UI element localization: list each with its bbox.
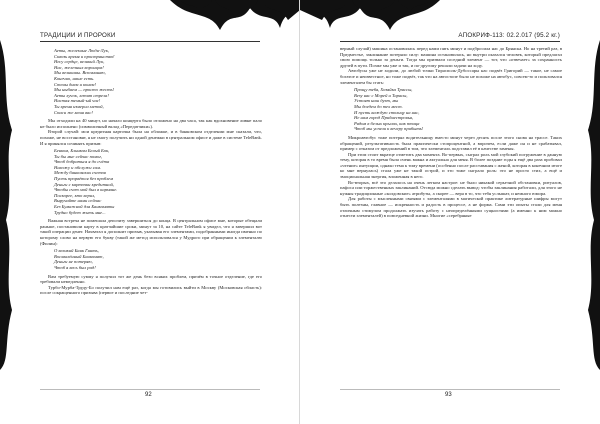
paragraph: Мы отходили на 40 минут, но начало концерта было отложено на два часа, так как вдохновение ливне пало не было исполнено (символичный вклад «Передатчики»). <box>40 118 262 129</box>
verse-line: Пусть прорвётся без проблем <box>54 176 114 182</box>
running-head: ТРАДИЦИИ И ПРОРОКИ <box>40 32 116 39</box>
page-number: 92 <box>145 392 152 398</box>
verse-line: Чтоб мы успели к вечеру прибыть! <box>354 126 424 132</box>
verse-line: Мы ныбаем — просто жесть! <box>54 87 115 93</box>
verse-line: Деньги с карточки кредитной, <box>54 181 114 187</box>
verse-block <box>54 48 262 115</box>
verse-line: Нас, железных воронцов! <box>54 64 104 70</box>
verse-line: Трудно будет жить мне... <box>54 209 106 215</box>
verse-line: Без Бумажной для Банкоматы <box>54 204 115 210</box>
paragraph: Турбо-Мурба-Труду-Бо получил нам ещё раз, когда мы готовились выйти в Москву (Московская область): после сокращенного призыва (первое и последние чет- <box>40 284 262 296</box>
verse-line: Ты бы мне сейчас помог, <box>54 153 103 159</box>
verse-line: Чтоб добраться я до счёта <box>54 159 110 165</box>
tribal-ornament-left-edge-icon <box>0 40 16 370</box>
tribal-ornament-top-right-icon <box>160 0 300 42</box>
footer-rule <box>340 389 560 390</box>
verse-line: Деньги не потеряю, <box>54 259 93 265</box>
verse-line: Сквозь время и пространство! <box>54 53 115 59</box>
paragraph: Во-вторых, всё это делалось на очень легком настрое: не было никакой серьезной обстановки, ритуалов, пафоса или торжественных заклинаний. Отсюда можно сделать вывод: чтобы заклинания работали, для этого не нужны традиционные «колдовские» атрибуты, а скорее — вера в то, что тебя услышат, и немного юмора. <box>340 179 562 196</box>
verse-line: Восхвалённый Банкомат, <box>54 253 104 259</box>
verse-line: Устоят наш дуэт, мы <box>354 98 399 104</box>
verse-line: Чтоб я весь был рад! <box>54 264 96 270</box>
verse-line: Мы доедем до тех мест. <box>354 103 403 109</box>
running-head: АПОКРИФ-113: 02.2.017 (95.2 кг.) <box>458 32 560 39</box>
page-body <box>340 46 562 219</box>
verse-line: Ты время измерил метой, <box>54 103 104 109</box>
verse-line: Несу сердце, великий Лук, <box>54 59 105 65</box>
verse-line: Настая темый-ый час! <box>54 98 101 104</box>
verse-line: Нахожу и обслужи сам. <box>54 164 102 170</box>
paragraph: Второй случай: мои кредитная карточка была на обложке, и в банковском отделении мне сказали, что, похоже, не восстановят, я не смогу получить ни одной денежки в центральном офисе и даже в системе TeleBank. И я принялся сочинять призыв: <box>40 129 262 146</box>
paragraph: Микроавтобус тоже потерял водительницу вместо минут через десять после этого снова на трассе. Таких обращений, результативность была практически стопроцентной, а впрочем, если даже он и не срабатывал, пример с отказом от предложений в том, что элементаль подставил её в качестве замены. <box>340 134 562 152</box>
right-page <box>300 0 600 424</box>
verse-line: Прощу тебя, Хозяйка Трассы, <box>354 87 413 93</box>
verse-line: Выручайте нами сейчас <box>54 198 102 204</box>
verse-line: Рядом в белых крылах, как птица <box>354 120 420 126</box>
verse-line: Мы великаны. Вспоминаю, <box>54 70 106 76</box>
paragraph: Автобусы уже не ходили, до любой точки Тирасполь-Дубоссары нас подвёз Григорий — такое, не самое богатое и неизвестное, но тоже подвёз, так что на автостопе было не похоже на автобус, совсем-то и пользовался элементалем бы стать: <box>340 68 562 85</box>
page-body <box>40 46 262 296</box>
verse-line: Стены днем и конем! <box>54 81 97 87</box>
verse-block <box>54 248 262 270</box>
paragraph: Важная встреча не помешала депозиту завершиться до конца. В центральном офисе мне, которые обещали раньше, постановили карту в кратчайшие сроки, минут за 10, на сайте TeleBank я увидел, что я завершил вот такой операции денег. Нахватал я дополнит призыв, указывая его элементами, подобранными иногда именно по которому слово на первую его букву (такой же метод использовался у Мудрого при обращении к элементалю (Филин): <box>40 218 262 246</box>
verse-line: Между банковских счетов <box>54 170 106 176</box>
verse-line: О великий Банк Гнить, <box>54 248 99 254</box>
verse-line: И пусть каждую столицу на нас, <box>354 109 420 115</box>
verse-line: Поскорее, кто верил, <box>54 192 96 198</box>
paragraph: Для работы с мысленными связями с элементалями в магической практике литературные шифры могут быть полезны, главное — искренность и радость в процессе, а не форма. Сами эти опыты стали для меня отличным стимулом продолжать изучать работу с неопределёнными сущностями (а именно к ним можно отнести элементалей) в повседневной жизни. Многие «серебряные <box>340 196 562 219</box>
verse-line: Везу нас с Морей и Тарасы, <box>354 92 408 98</box>
verse-line: Аеты лучок, летит стрела! <box>54 92 109 98</box>
tribal-ornament-right-edge-icon <box>584 40 600 370</box>
page-number: 93 <box>445 392 452 398</box>
verse-line: Конечно, наше есть. <box>54 75 95 81</box>
verse-block <box>354 87 562 132</box>
verse-line: Не нам город Приднестровья, <box>354 115 414 121</box>
footer-rule <box>40 389 260 390</box>
verse-block <box>54 148 262 215</box>
header-rule <box>40 41 260 42</box>
tribal-ornament-top-left-icon <box>300 0 450 42</box>
paragraph: При этом стоит вкратце отметить два момента. Во-первых, сыграл роль мой глубокий погружение в данную тему, которая в то время была очень важна и актуальна для меня. В более поздние годы я ещё два раза пробовал «чтение» интуиции, однако тема к тому времени (особенно после расставания с женой, которая в конечном итоге ко мне вернулась) стала уже не такой острой, и это тоже сыграло роль: это не просто стих, а ещё и эмоциональная энергия, вложенная в него. <box>340 151 563 180</box>
verse-line: Бенком, Блинком Белый Бок, <box>54 148 110 154</box>
header-rule <box>340 41 560 42</box>
verse-line: Спаси же меня вас! <box>54 109 93 115</box>
paragraph: Вам требуемую сумму я получил тот же день безо всяких проблем, причём в точное отделение, где его требовали немедленно. <box>40 273 262 285</box>
verse-line: Чтобы счет мой был в кармане. <box>54 187 118 193</box>
paragraph: верный случай) машина остановилась перед нами пять минут и подбросила нас до Брянска. Но на третий раз, в Предместье, заклинание потеряло силу: машина остановилась, но внутри оказался человек, который предлагал свою помощь только за деньги. Тогда мы призвали соседний элемент — тот, что «отвечает» за сохранность друзей в пути. Позже мы уже и так, и по-другому решали задачи на ходу. <box>340 46 562 68</box>
verse-line: Аеты, железные Люди-Лук, <box>54 48 109 53</box>
